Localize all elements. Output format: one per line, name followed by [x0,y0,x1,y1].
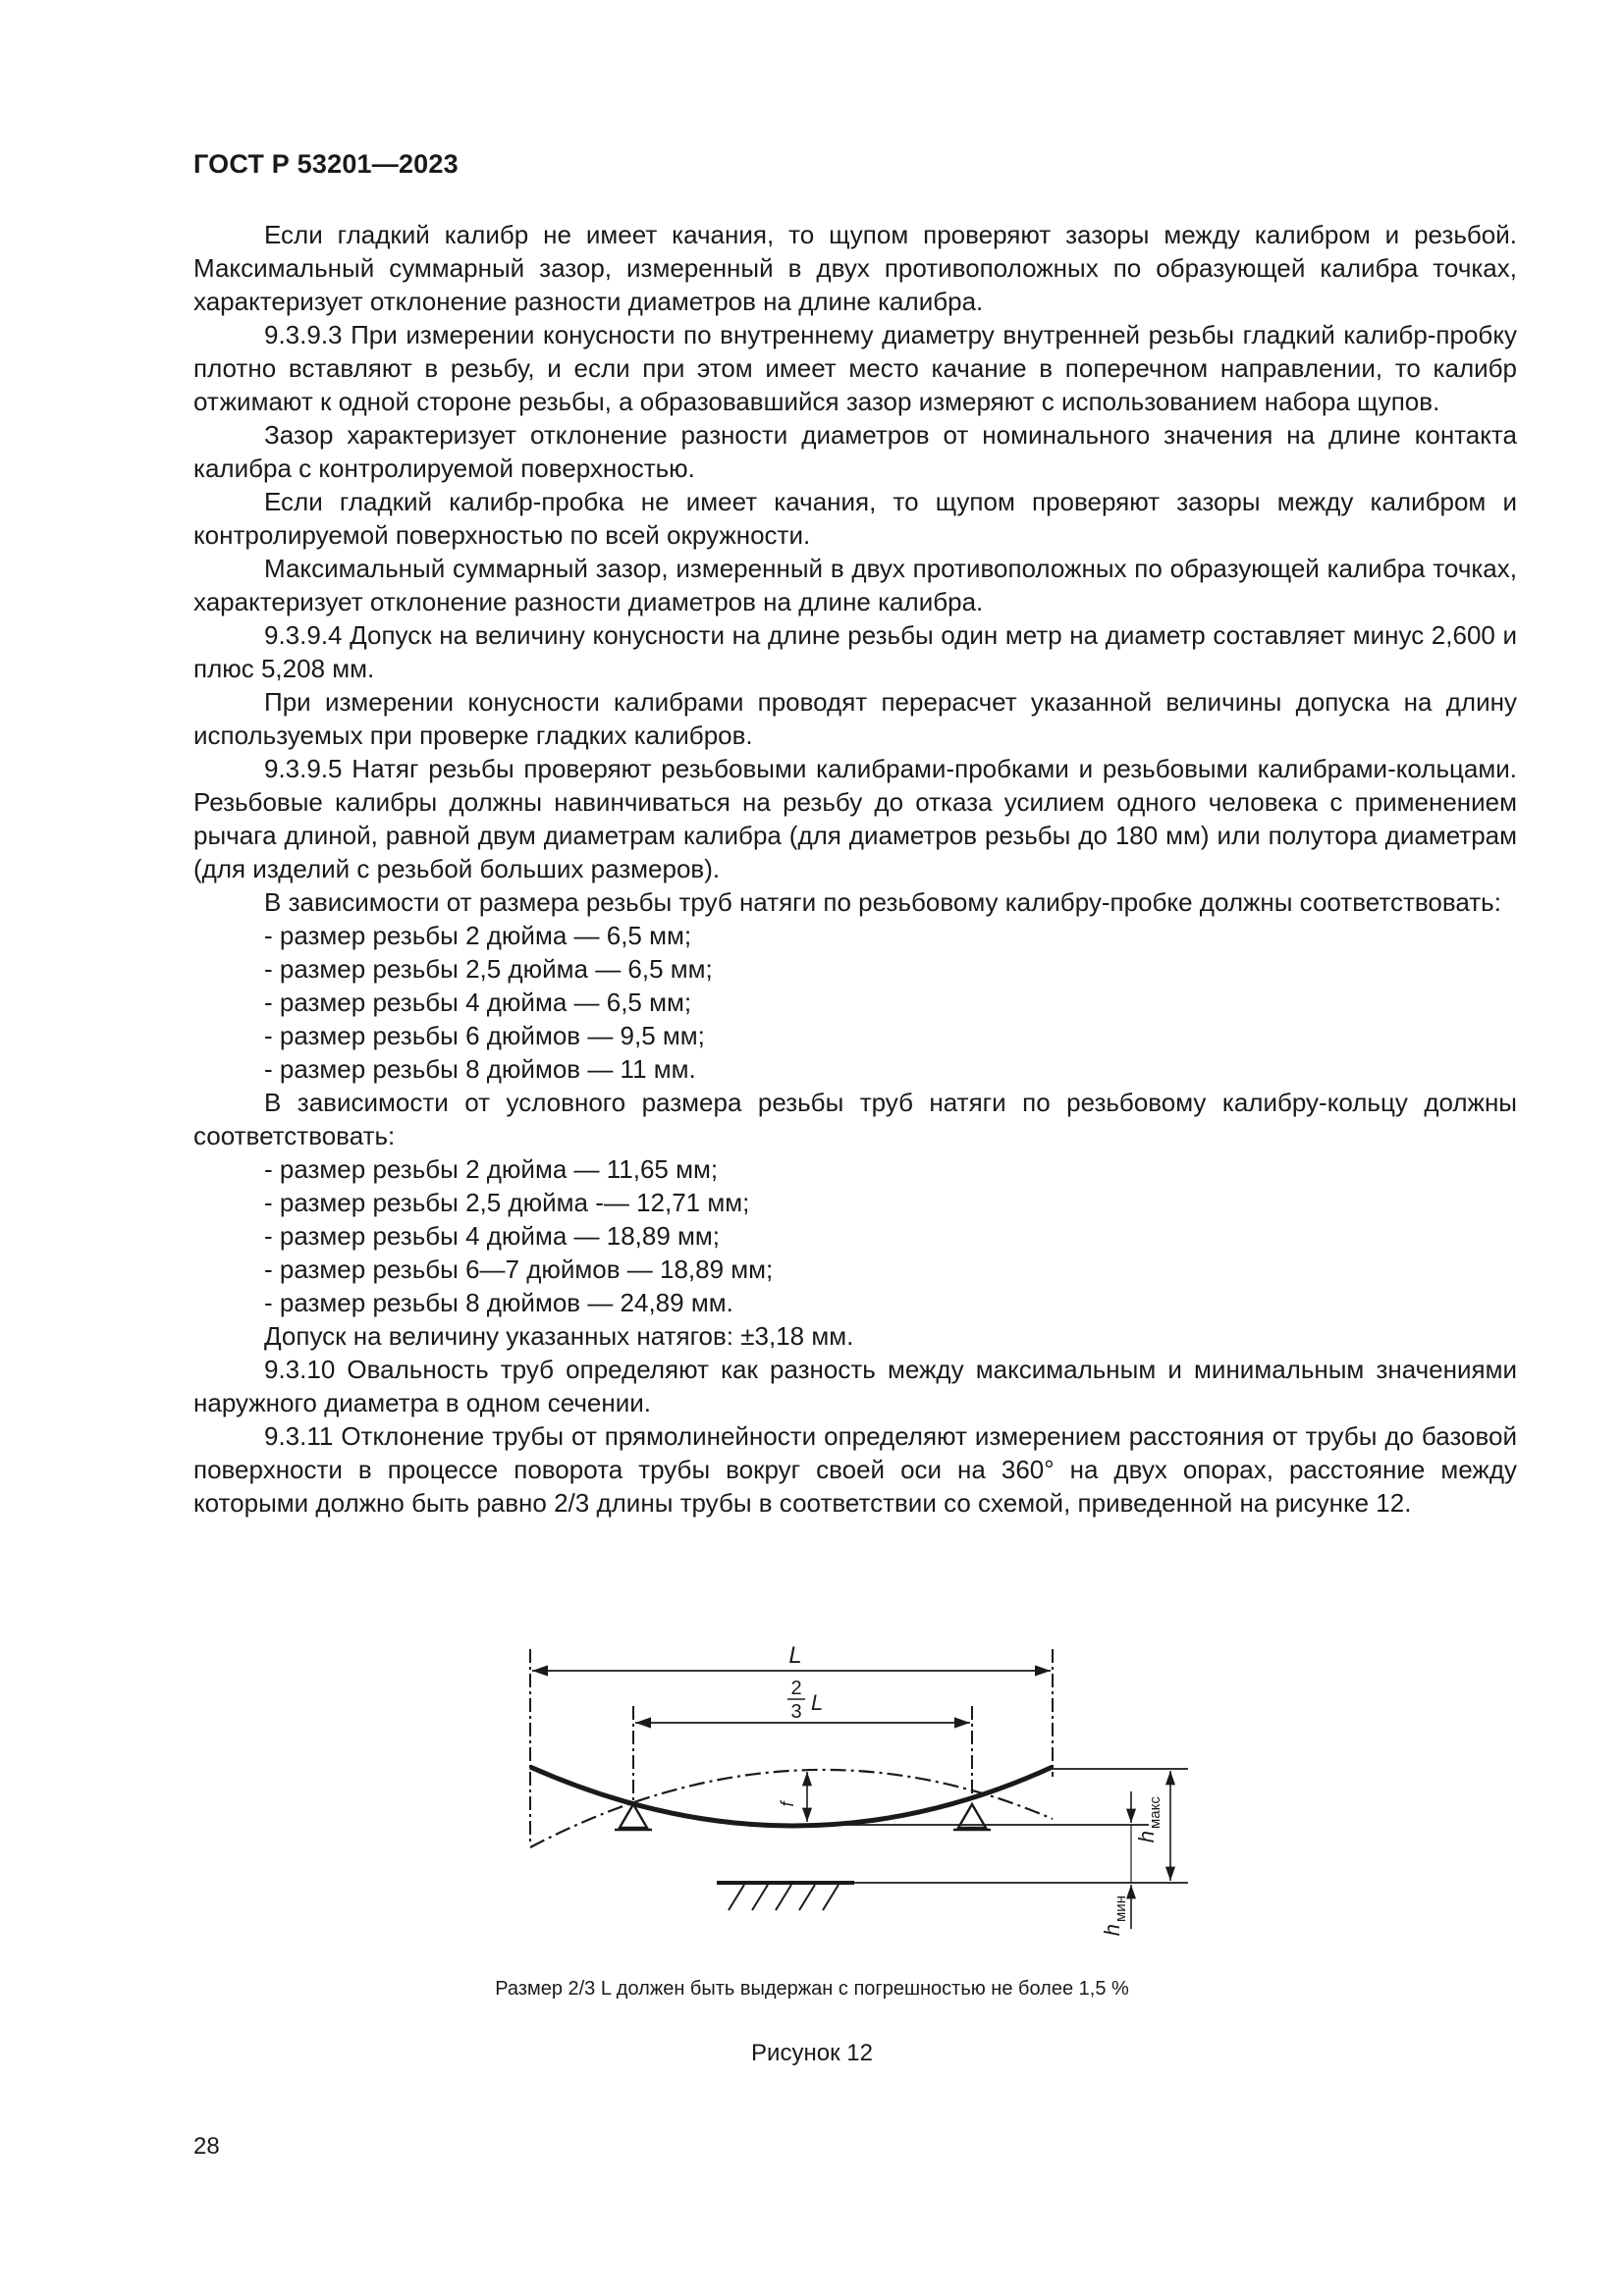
paragraph: В зависимости от условного размера резьбы труб натяги по резьбовому калибру-кольцу должны соответствовать: [193,1088,1517,1150]
label-L: L [788,1642,802,1669]
label-h-max: h [1134,1831,1159,1843]
label-frac-num: 2 [790,1678,802,1699]
list-item: - размер резьбы 4 дюйма — 18,89 мм; [264,1221,720,1251]
label-f: f [778,1801,797,1807]
page-number: 28 [193,2133,220,2160]
paragraph: 9.3.9.3 При измерении конусности по внутреннему диаметру внутренней резьбы гладкий калибр-пробку плотно вставляют в резьбу, и если при этом имеет место качание в поперечном направлении, то калибр отжимают к одной стороне резьбы, а образовавшийся зазор измеряют с использованием набора щупов. [193,320,1517,416]
figure-caption: Рисунок 12 [751,2040,873,2066]
label-h-max-sub: макс [1147,1796,1164,1829]
list-item: - размер резьбы 2,5 дюйма — 6,5 мм; [264,954,713,984]
list-item: - размер резьбы 2 дюйма — 11,65 мм; [264,1154,719,1184]
label-h-min: h [1100,1924,1124,1937]
paragraph: Если гладкий калибр не имеет качания, то щупом проверяют зазоры между калибром и резьбой. Максимальный суммарный зазор, измеренный в двух противоположных по образующей калибра точках, характеризует отклонение разности диаметров на длине калибра. [193,220,1517,316]
list-item: - размер резьбы 8 дюймов — 24,89 мм. [264,1288,733,1317]
paragraph: При измерении конусности калибрами проводят перерасчет указанной величины допуска на длину используемых при проверке гладких калибров. [193,687,1517,750]
list-item: - размер резьбы 2 дюйма — 6,5 мм; [264,921,692,950]
list-item: - размер резьбы 4 дюйма — 6,5 мм; [264,988,692,1017]
list-item: - размер резьбы 6—7 дюймов — 18,89 мм; [264,1255,774,1284]
paragraph: Если гладкий калибр-пробка не имеет качания, то щупом проверяют зазоры между калибром и контролируемой поверхностью по всей окружности. [193,487,1517,550]
document-header: ГОСТ Р 53201—2023 [193,149,459,179]
list-item: Допуск на величину указанных натягов: ±3,18 мм. [264,1321,854,1351]
paragraph: В зависимости от размера резьбы труб натяги по резьбовому калибру-пробке должны соответствовать: [264,887,1501,917]
paragraph: Максимальный суммарный зазор, измеренный в двух противоположных по образующей калибра точках, характеризует отклонение разности диаметров на длине калибра. [193,554,1517,616]
body-text [193,218,1517,1520]
pipe-straightness-scheme [511,1629,1198,1963]
base-hatching [729,1885,839,1910]
label-h-min-sub: мин [1112,1896,1129,1922]
paragraph: 9.3.9.5 Натяг резьбы проверяют резьбовыми калибрами-пробками и резьбовыми калибрами-кольцами. Резьбовые калибры должны навинчиваться на резьбу до отказа усилием одного человека с применением рычага длиной, равной двум диаметрам калибра (для диаметров резьбы до 180 мм) или полутора диаметрам (для изделий с резьбой больших размеров). [193,754,1517,883]
label-frac-den: 3 [790,1701,802,1723]
paragraph: 9.3.9.4 Допуск на величину конусности на длине резьбы один метр на диаметр составляет минус 2,600 и плюс 5,208 мм. [193,620,1517,683]
figure-note: Размер 2/3 L должен быть выдержан с погрешностью не более 1,5 % [495,1978,1129,2000]
paragraph: 9.3.10 Овальность труб определяют как разность между максимальным и минимальным значениями наружного диаметра в одном сечении. [193,1355,1517,1417]
list-item: - размер резьбы 8 дюймов — 11 мм. [264,1054,696,1084]
paragraph: 9.3.11 Отклонение трубы от прямолинейности определяют измерением расстояния от трубы до базовой поверхности в процессе поворота трубы вокруг своей оси на 360° на двух опорах, расстояние между которыми должно быть равно 2/3 длины трубы в соответствии со схемой, приведенной на рисунке 12. [193,1421,1517,1518]
figure-12-diagram [511,1629,1198,1963]
paragraph: Зазор характеризует отклонение разности диаметров от номинального значения на длине контакта калибра с контролируемой поверхностью. [193,420,1517,483]
label-frac-L: L [811,1690,824,1715]
list-item: - размер резьбы 6 дюймов — 9,5 мм; [264,1021,705,1050]
list-item: - размер резьбы 2,5 дюйма -— 12,71 мм; [264,1188,750,1217]
